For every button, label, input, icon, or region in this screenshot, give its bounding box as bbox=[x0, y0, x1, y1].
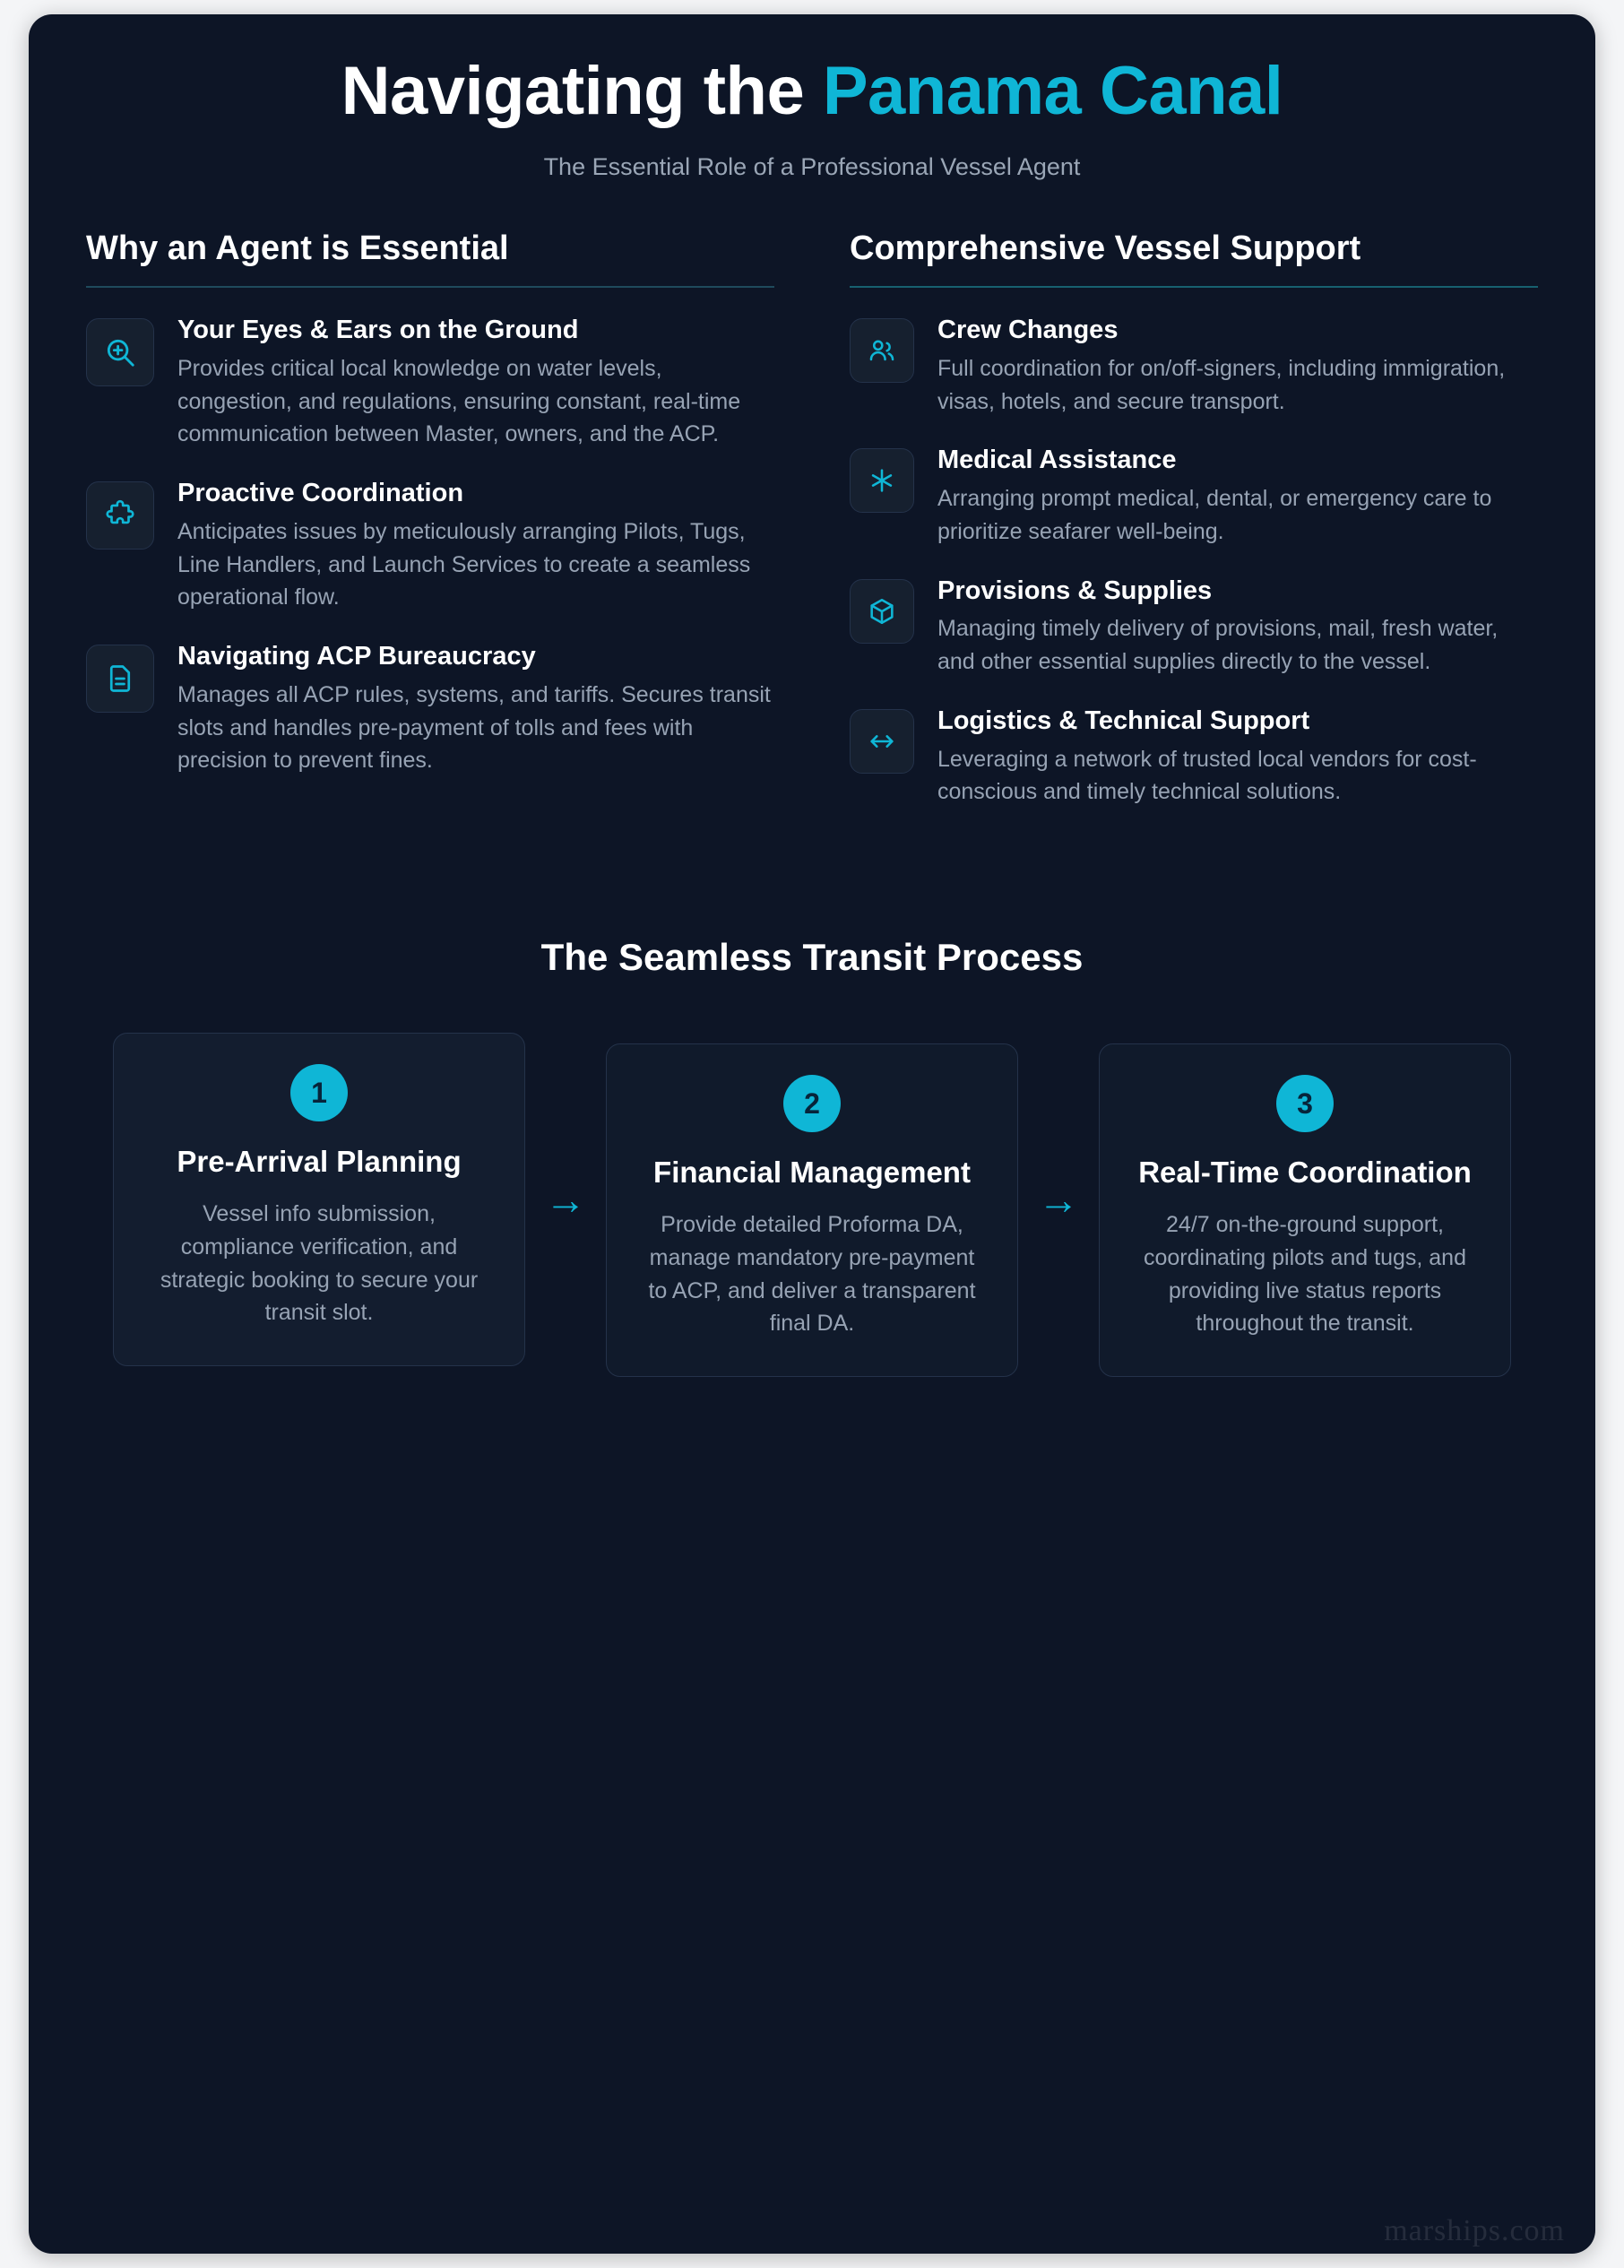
infographic-card bbox=[29, 14, 1595, 2254]
feature-description: Arranging prompt medical, dental, or emergency care to prioritize seafarer well-being. bbox=[937, 486, 1492, 544]
process-step-2 bbox=[606, 1043, 1018, 1377]
feature-item bbox=[86, 315, 774, 451]
process-section bbox=[29, 936, 1595, 1377]
feature-title: Navigating ACP Bureaucracy bbox=[177, 642, 536, 671]
process-steps bbox=[29, 1022, 1595, 1377]
process-title: The Seamless Transit Process bbox=[540, 936, 1084, 979]
process-step-1 bbox=[113, 1033, 525, 1366]
step-title: Pre-Arrival Planning bbox=[177, 1145, 462, 1179]
feature-item bbox=[86, 641, 774, 777]
feature-body bbox=[937, 315, 1538, 418]
feature-description: Manages all ACP rules, systems, and tariffs. Secures transit slots and handles pre-payment of tolls and fees with precision to prevent fines. bbox=[177, 681, 771, 774]
users-icon bbox=[850, 318, 914, 383]
magnifier-plus-icon bbox=[86, 318, 154, 386]
title-main: Navigating the bbox=[341, 53, 823, 129]
feature-description: Provides critical local knowledge on water levels, congestion, and regulations, ensuring constant, real-time communication between Master, owners, and the ACP. bbox=[177, 355, 741, 447]
feature-item bbox=[850, 315, 1538, 418]
feature-description: Managing timely delivery of provisions, mail, fresh water, and other essential supplies directly to the vessel. bbox=[937, 616, 1499, 675]
step-number-badge: 3 bbox=[1276, 1075, 1334, 1132]
page-subtitle: The Essential Role of a Professional Vessel Agent bbox=[543, 152, 1081, 180]
right-heading-divider bbox=[850, 286, 1538, 288]
step-title: Financial Management bbox=[653, 1156, 971, 1190]
feature-description: Anticipates issues by meticulously arranging Pilots, Tugs, Line Handlers, and Launch Services to create a seamless operational flow. bbox=[177, 518, 751, 610]
left-heading-divider bbox=[86, 286, 774, 288]
arrow-right-icon: → bbox=[1038, 1176, 1079, 1224]
feature-body bbox=[177, 641, 774, 777]
feature-item bbox=[850, 706, 1538, 809]
left-column bbox=[86, 228, 774, 836]
left-right-arrow-icon bbox=[850, 709, 914, 774]
step-description: Provide detailed Proforma DA, manage mandatory pre-payment to ACP, and deliver a transparent final DA. bbox=[648, 1212, 976, 1337]
medical-star-icon bbox=[850, 448, 914, 513]
feature-description: Full coordination for on/off-signers, including immigration, visas, hotels, and secure transport. bbox=[937, 355, 1506, 414]
feature-title: Crew Changes bbox=[937, 316, 1119, 345]
feature-title: Your Eyes & Ears on the Ground bbox=[177, 316, 579, 345]
left-section-heading: Why an Agent is Essential bbox=[86, 229, 509, 267]
feature-body bbox=[937, 706, 1538, 809]
header bbox=[29, 14, 1595, 181]
process-step-3 bbox=[1099, 1043, 1511, 1377]
feature-description: Leveraging a network of trusted local vendors for cost-conscious and timely technical solutions. bbox=[937, 746, 1477, 805]
feature-body bbox=[937, 445, 1538, 548]
step-title: Real-Time Coordination bbox=[1138, 1156, 1472, 1190]
feature-body bbox=[177, 478, 774, 614]
right-section-heading: Comprehensive Vessel Support bbox=[850, 229, 1361, 267]
feature-title: Proactive Coordination bbox=[177, 479, 464, 508]
title-accent: Panama Canal bbox=[822, 53, 1283, 129]
content-columns bbox=[29, 181, 1595, 836]
step-number-badge: 2 bbox=[783, 1075, 841, 1132]
page-title bbox=[29, 53, 1595, 129]
step-description: 24/7 on-the-ground support, coordinating pilots and tugs, and providing live status reports throughout the transit. bbox=[1144, 1212, 1466, 1337]
feature-item bbox=[850, 445, 1538, 548]
feature-title: Provisions & Supplies bbox=[937, 576, 1213, 605]
step-description: Vessel info submission, compliance verification, and strategic booking to secure your transit slot. bbox=[160, 1201, 479, 1326]
feature-item bbox=[850, 576, 1538, 679]
box-icon bbox=[850, 579, 914, 644]
feature-title: Medical Assistance bbox=[937, 446, 1177, 475]
feature-title: Logistics & Technical Support bbox=[937, 706, 1310, 735]
puzzle-piece-icon bbox=[86, 481, 154, 550]
arrow-right-icon: → bbox=[545, 1176, 586, 1224]
watermark: marships.com bbox=[1384, 2214, 1565, 2247]
step-number-badge: 1 bbox=[290, 1064, 348, 1121]
document-icon bbox=[86, 645, 154, 713]
feature-body bbox=[937, 576, 1538, 679]
right-column bbox=[850, 228, 1538, 836]
feature-body bbox=[177, 315, 774, 451]
feature-item bbox=[86, 478, 774, 614]
